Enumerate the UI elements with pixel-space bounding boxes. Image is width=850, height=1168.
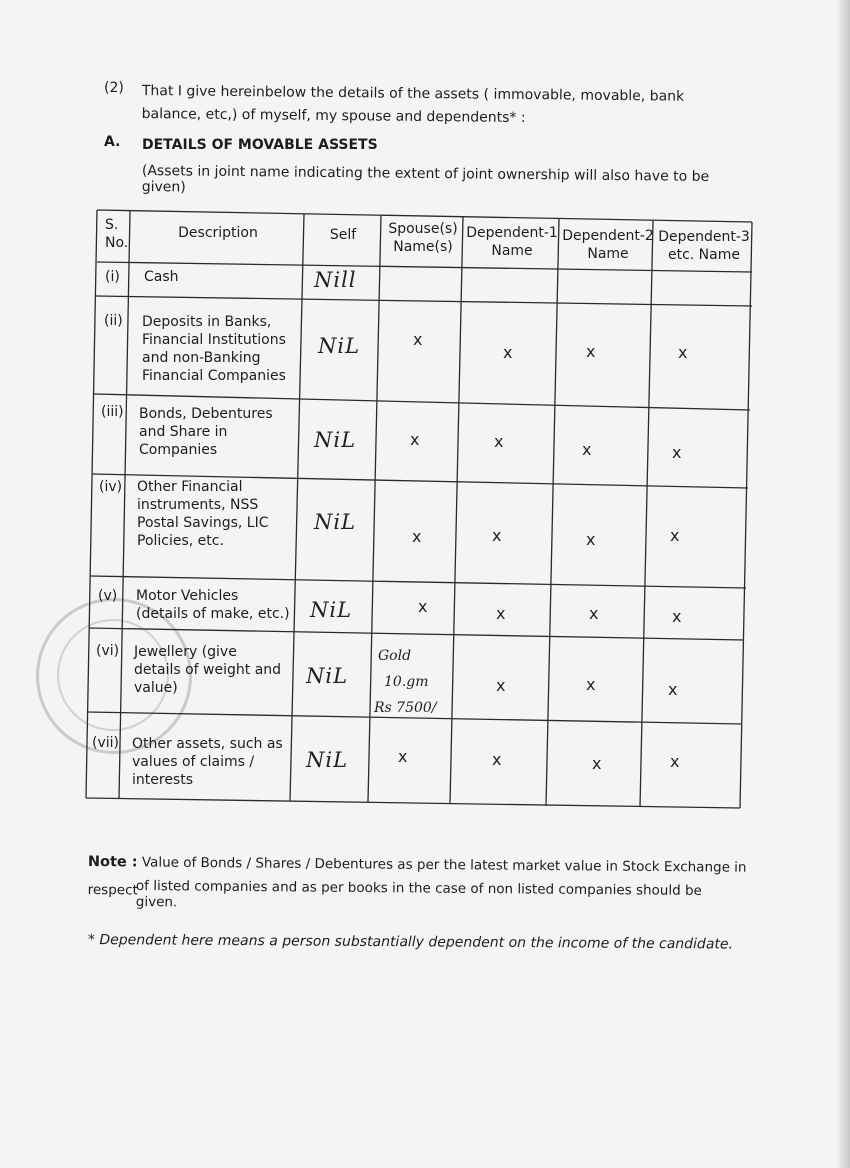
section-title: DETAILS OF MOVABLE ASSETS xyxy=(142,137,378,153)
section-subtitle: (Assets in joint name indicating the extent of joint ownership will also have to be given) xyxy=(141,163,710,196)
row-3-description: Bonds, Debentures and Share in Companies xyxy=(139,406,273,458)
row-7-self: NiL xyxy=(306,748,349,772)
row-6-spouse-line-1: Gold xyxy=(378,648,412,664)
row-5-dependent-1: x xyxy=(496,604,506,623)
row-6-dependent-2: x xyxy=(586,675,596,694)
row-7-sno: (vii) xyxy=(92,735,119,751)
row-6-sno: (vi) xyxy=(96,643,120,659)
row-6-spouse-line-2: 10.gm xyxy=(384,674,429,690)
row-3-dependent-1: x xyxy=(494,432,504,451)
row-5-self: NiL xyxy=(310,598,353,622)
row-4-dependent-3: x xyxy=(670,526,680,545)
row-1-self: Nill xyxy=(314,268,357,292)
row-2-dependent-3: x xyxy=(678,343,688,362)
header-description: Description xyxy=(178,225,258,241)
header-dependent-3: Dependent-3 etc. Name xyxy=(658,229,750,263)
row-2-sno: (ii) xyxy=(104,313,123,329)
row-2-dependent-1: x xyxy=(503,343,513,362)
row-1-sno: (i) xyxy=(105,269,120,285)
row-6-self: NiL xyxy=(306,664,349,688)
row-4-description: Other Financial instruments, NSS Postal Savings, LIC Policies, etc. xyxy=(137,479,269,549)
row-7-dependent-3: x xyxy=(670,752,680,771)
row-5-spouse: x xyxy=(418,597,428,616)
row-2-self: NiL xyxy=(318,334,361,358)
item-number: (2) xyxy=(104,80,124,96)
row-4-spouse: x xyxy=(412,527,422,546)
row-3-spouse: x xyxy=(410,430,420,449)
row-4-dependent-2: x xyxy=(586,530,596,549)
section-letter: A. xyxy=(104,134,121,150)
header-dependent-2: Dependent-2 Name xyxy=(562,228,654,262)
intro-paragraph: That I give hereinbelow the details of the assets ( immovable, movable, bank balance, etc,) of myself, my spouse and dependents* : xyxy=(141,82,685,127)
row-3-sno: (iii) xyxy=(101,404,124,420)
row-3-dependent-3: x xyxy=(672,443,682,462)
row-5-sno: (v) xyxy=(98,588,118,604)
row-7-dependent-1: x xyxy=(492,750,502,769)
header-sno: S. No. xyxy=(105,217,129,251)
header-dependent-1: Dependent-1 Name xyxy=(466,225,558,259)
header-spouse: Spouse(s) Name(s) xyxy=(388,221,458,255)
row-7-spouse: x xyxy=(398,747,408,766)
note-text-line-2: of listed companies and as per books in the case of non listed companies should be given. xyxy=(135,878,702,911)
row-3-dependent-2: x xyxy=(582,440,592,459)
row-2-dependent-2: x xyxy=(586,342,596,361)
row-1-description: Cash xyxy=(144,269,179,285)
footnote: * Dependent here means a person substantially dependent on the income of the candidate. xyxy=(87,932,734,953)
row-7-description: Other assets, such as values of claims / interests xyxy=(132,736,283,788)
row-7-dependent-2: x xyxy=(592,754,602,773)
row-2-description: Deposits in Banks, Financial Institutions and non-Banking Financial Companies xyxy=(142,314,286,384)
row-2-spouse: x xyxy=(413,330,423,349)
row-3-self: NiL xyxy=(314,428,357,452)
row-5-dependent-2: x xyxy=(589,604,599,623)
header-self: Self xyxy=(329,227,357,243)
row-6-dependent-3: x xyxy=(668,680,678,699)
row-4-sno: (iv) xyxy=(99,479,123,495)
row-5-dependent-3: x xyxy=(672,607,682,626)
row-4-dependent-1: x xyxy=(492,526,502,545)
row-6-spouse-line-3: Rs 7500/ xyxy=(374,700,437,716)
row-6-description: Jewellery (give details of weight and value) xyxy=(134,644,282,696)
row-5-description: Motor Vehicles (details of make, etc.) xyxy=(136,588,290,622)
note-label: Note : xyxy=(87,853,138,871)
note-text-line-1: Value of Bonds / Shares / Debentures as per the latest market value in Stock Exchange in respect xyxy=(87,854,747,899)
row-6-dependent-1: x xyxy=(496,676,506,695)
row-4-self: NiL xyxy=(314,510,357,534)
